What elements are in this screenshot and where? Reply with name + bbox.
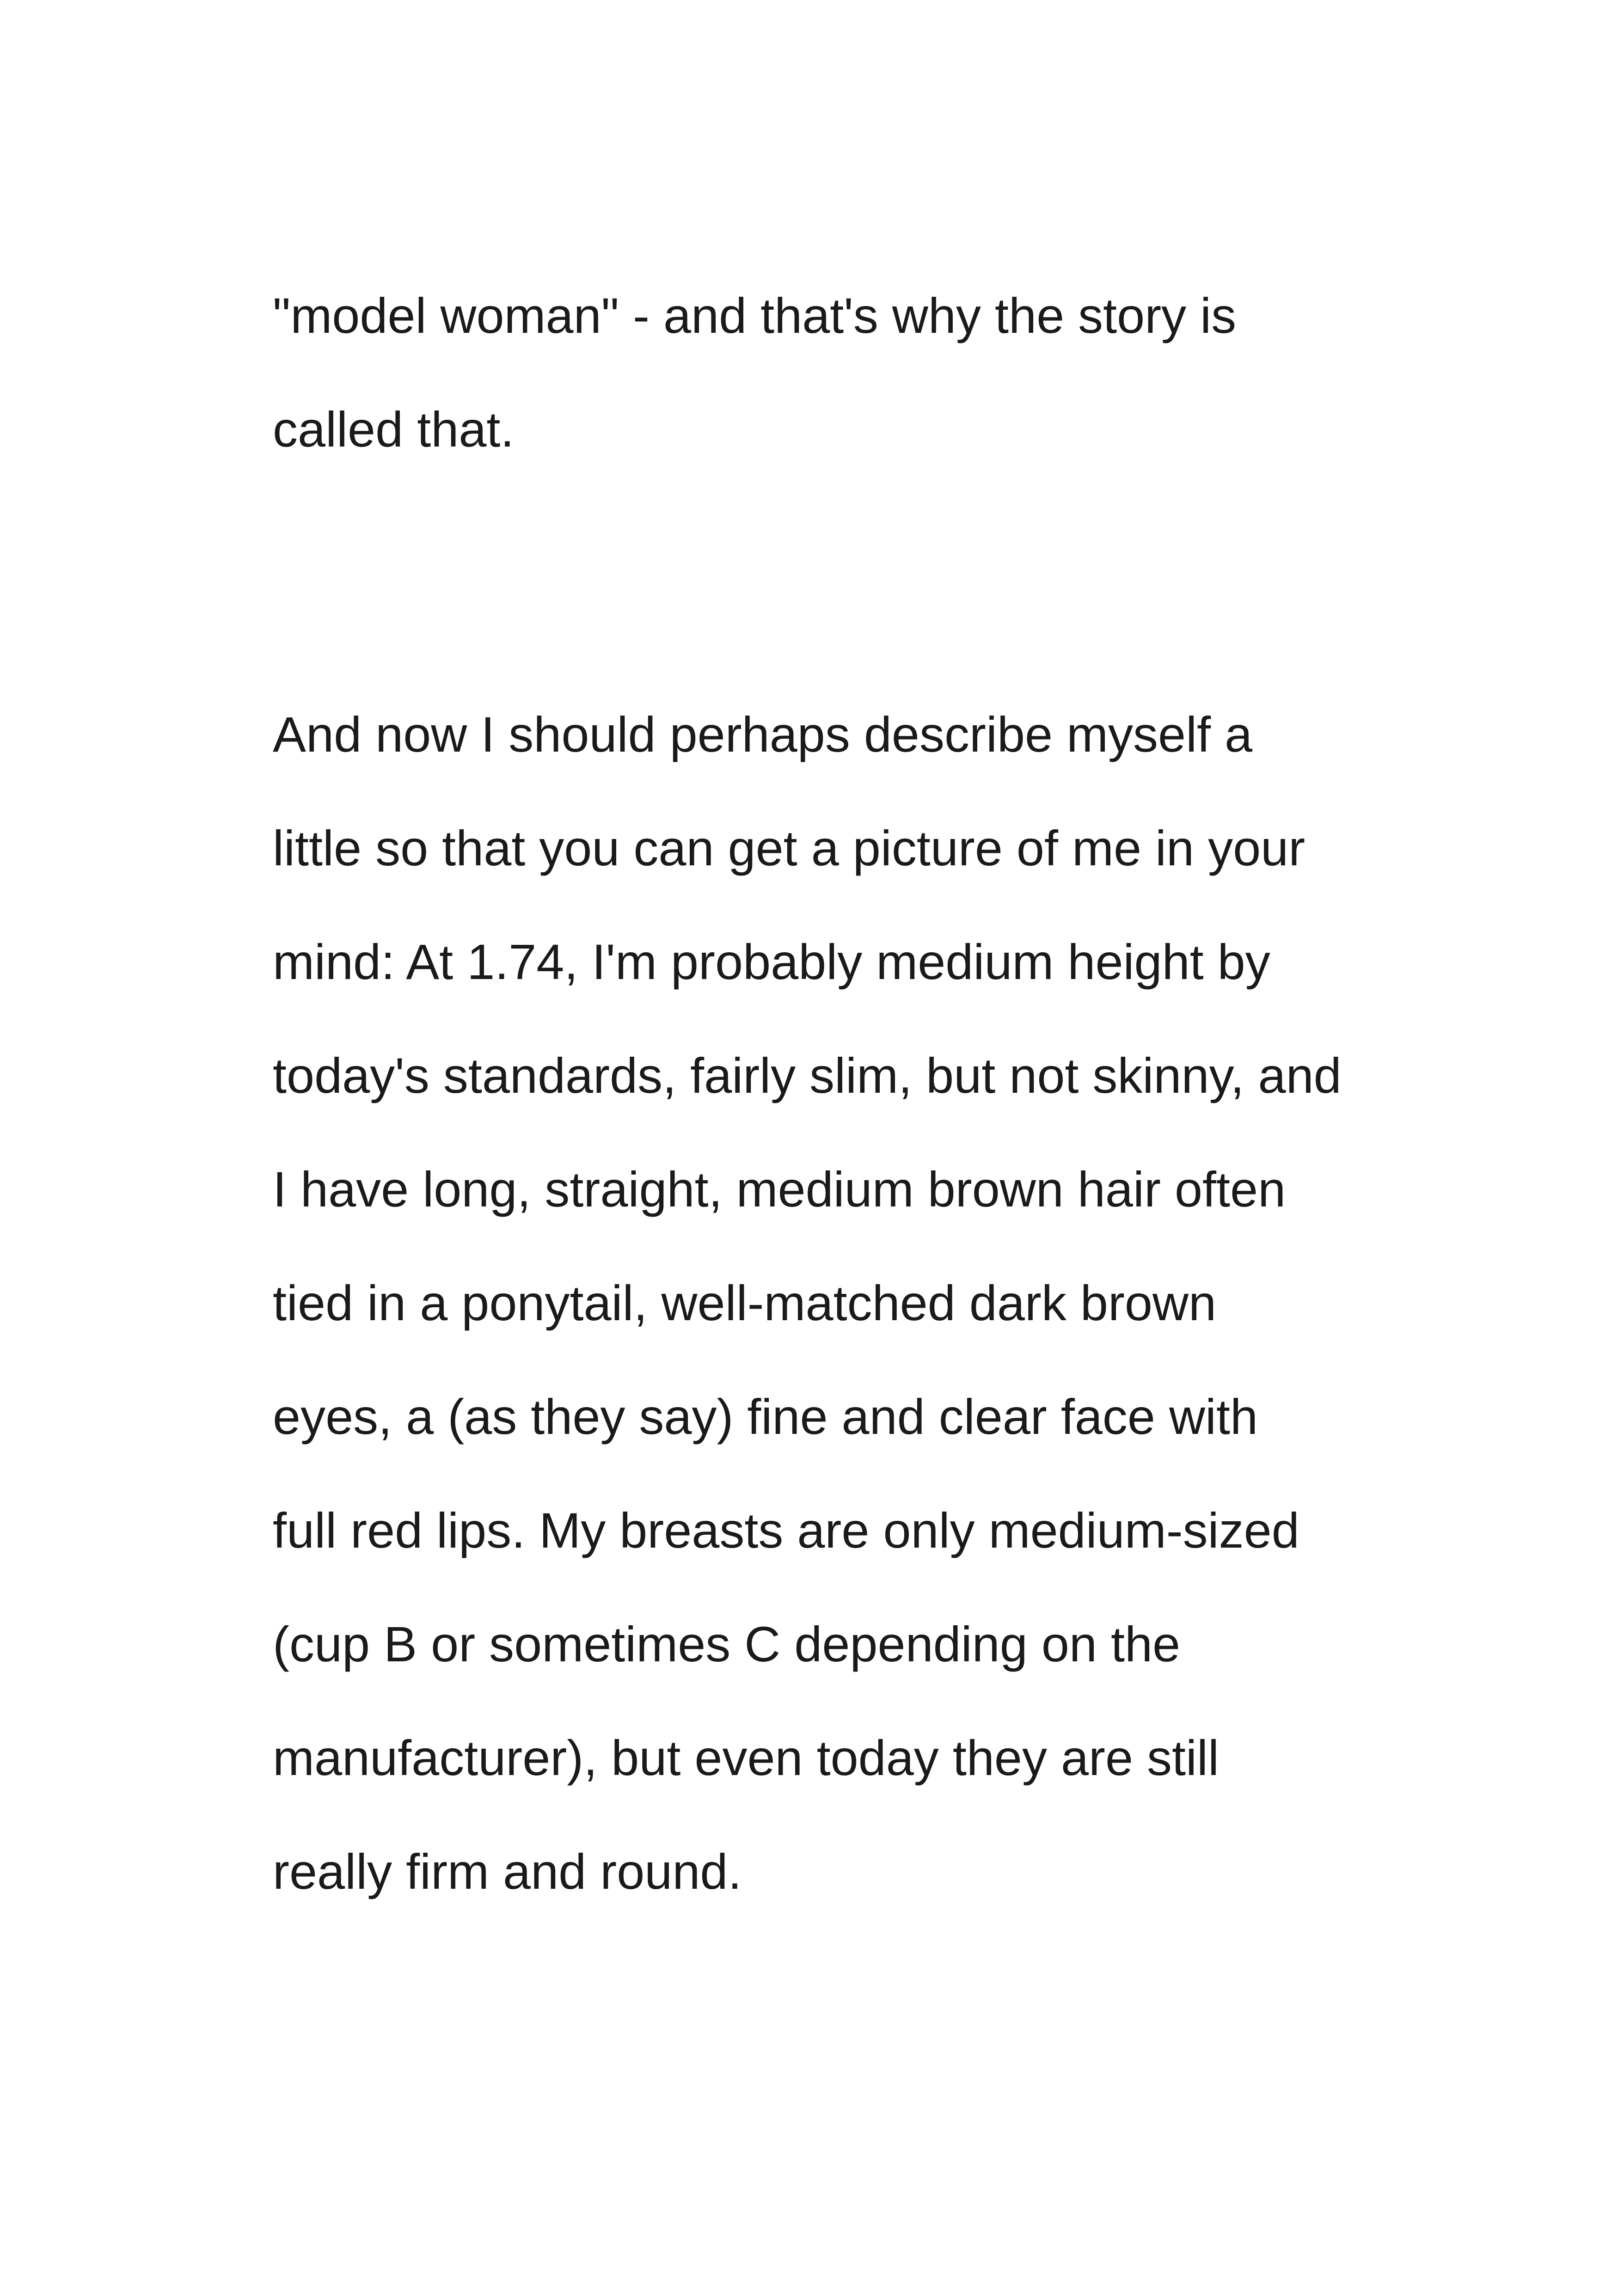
paragraph-2 xyxy=(273,678,1382,1929)
text-line: I have long, straight, medium brown hair often xyxy=(273,1161,1286,1217)
text-line: today's standards, fairly slim, but not skinny, and xyxy=(273,1047,1342,1103)
paragraph-spacer xyxy=(273,486,1382,678)
text-line: really firm and round. xyxy=(273,1843,742,1899)
text-line: tied in a ponytail, well-matched dark brown xyxy=(273,1275,1217,1331)
text-line: full red lips. My breasts are only medium-sized xyxy=(273,1502,1299,1558)
text-line: And now I should perhaps describe myself a xyxy=(273,706,1253,762)
text-line: manufacturer), but even today they are still xyxy=(273,1730,1220,1786)
body-text xyxy=(273,259,1382,1929)
text-line: "model woman" - and that's why the story is xyxy=(273,288,1237,343)
text-line: called that. xyxy=(273,401,515,457)
text-line: eyes, a (as they say) fine and clear face with xyxy=(273,1389,1258,1445)
text-line: mind: At 1.74, I'm probably medium height by xyxy=(273,934,1270,990)
text-line: (cup B or sometimes C depending on the xyxy=(273,1616,1181,1672)
paragraph-1 xyxy=(273,259,1382,486)
text-line: little so that you can get a picture of me in your xyxy=(273,820,1305,876)
